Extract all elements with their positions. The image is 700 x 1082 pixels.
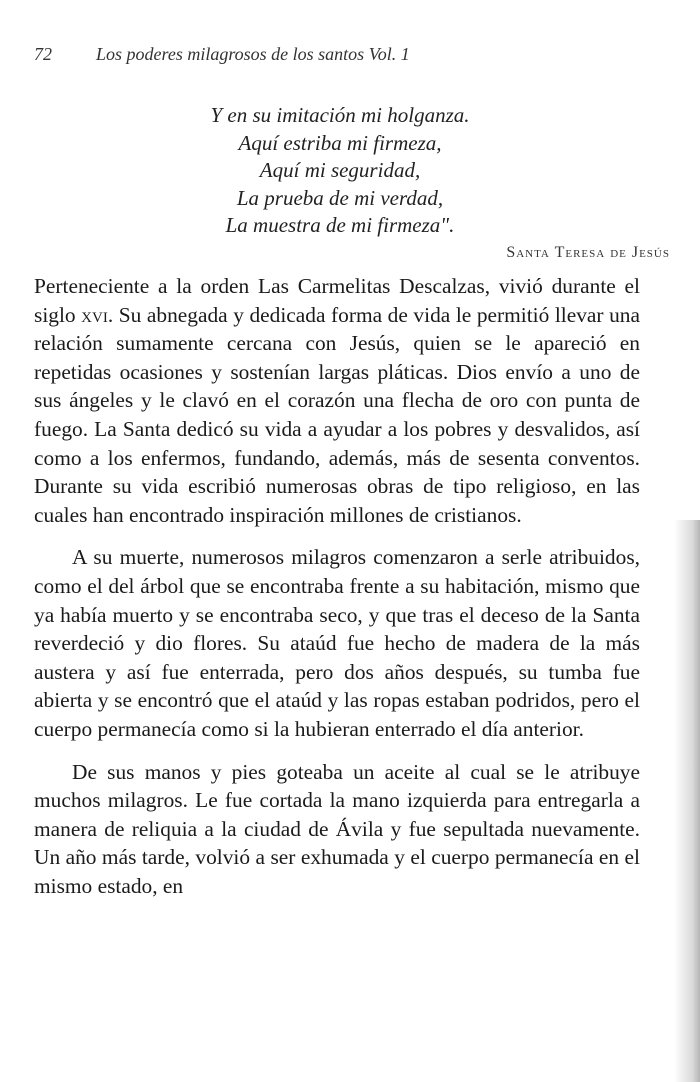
running-header xyxy=(34,44,410,65)
century-numeral: xvi xyxy=(81,302,108,327)
poem-line: Aquí estriba mi firmeza, xyxy=(238,130,442,155)
poem-line: Aquí mi seguridad, xyxy=(259,158,421,182)
page-gutter-shadow xyxy=(674,520,700,1082)
book-title: Los poderes milagrosos de los santos Vol. 1 xyxy=(96,44,410,64)
poem-line: La prueba de mi verdad, xyxy=(236,185,444,210)
body-text xyxy=(34,272,640,900)
paragraph-1 xyxy=(34,272,640,529)
poem-verse xyxy=(160,102,520,240)
paragraph-3: De sus manos y pies goteaba un aceite al cual se le atribuye muchos milagros. Le fue cortada la mano izquierda para entregarla a manera de reliquia a la ciudad de Ávila y fue sepultada nuevamente. Un año más tarde, volvió a ser exhumada y el cuerpo permanecía en el mismo estado, en xyxy=(34,759,640,898)
paragraph-1-start: Perteneciente a la orden Las Carmelitas Descalzas, vivió durante el siglo xyxy=(34,274,640,327)
page-number: 72 xyxy=(34,44,52,64)
poem-line: Y en su imitación mi holganza. xyxy=(210,103,470,127)
paragraph-1-end: . Su abnegada y dedicada forma de vida le permitió llevar una relación sumamente cercana con Jesús, quien se le apareció en repetidas ocasiones y sostenían largas pláticas. Dios envío a uno de sus ángeles y le clavó en el corazón una flecha de oro con punta de fuego. La Santa dedicó su vida a ayudar a los pobres y desvalidos, así como a los enfermos, fundando, además, más de sesenta conventos. Durante su vida escribió numerosas obras de tipo religioso, en las cuales han encontrado inspiración millones de cristianos. xyxy=(34,302,640,527)
poem-attribution: Santa Teresa de Jesús xyxy=(506,244,670,261)
poem-line: La muestra de mi firmeza". xyxy=(225,213,455,237)
paragraph-2: A su muerte, numerosos milagros comenzaron a serle atribuidos, como el del árbol que se encontraba frente a su habitación, mismo que ya había muerto y se encontraba seco, y que tras el deceso de la Santa reverdeció y dio flores. Su ataúd fue hecho de madera de la más austera y así fue enterrada, pero dos años después, su tumba fue abierta y se encontró que el ataúd y las ropas estaban podridos, pero el cuerpo permanecía como si la hubieran enterrado el día anterior. xyxy=(34,545,640,741)
